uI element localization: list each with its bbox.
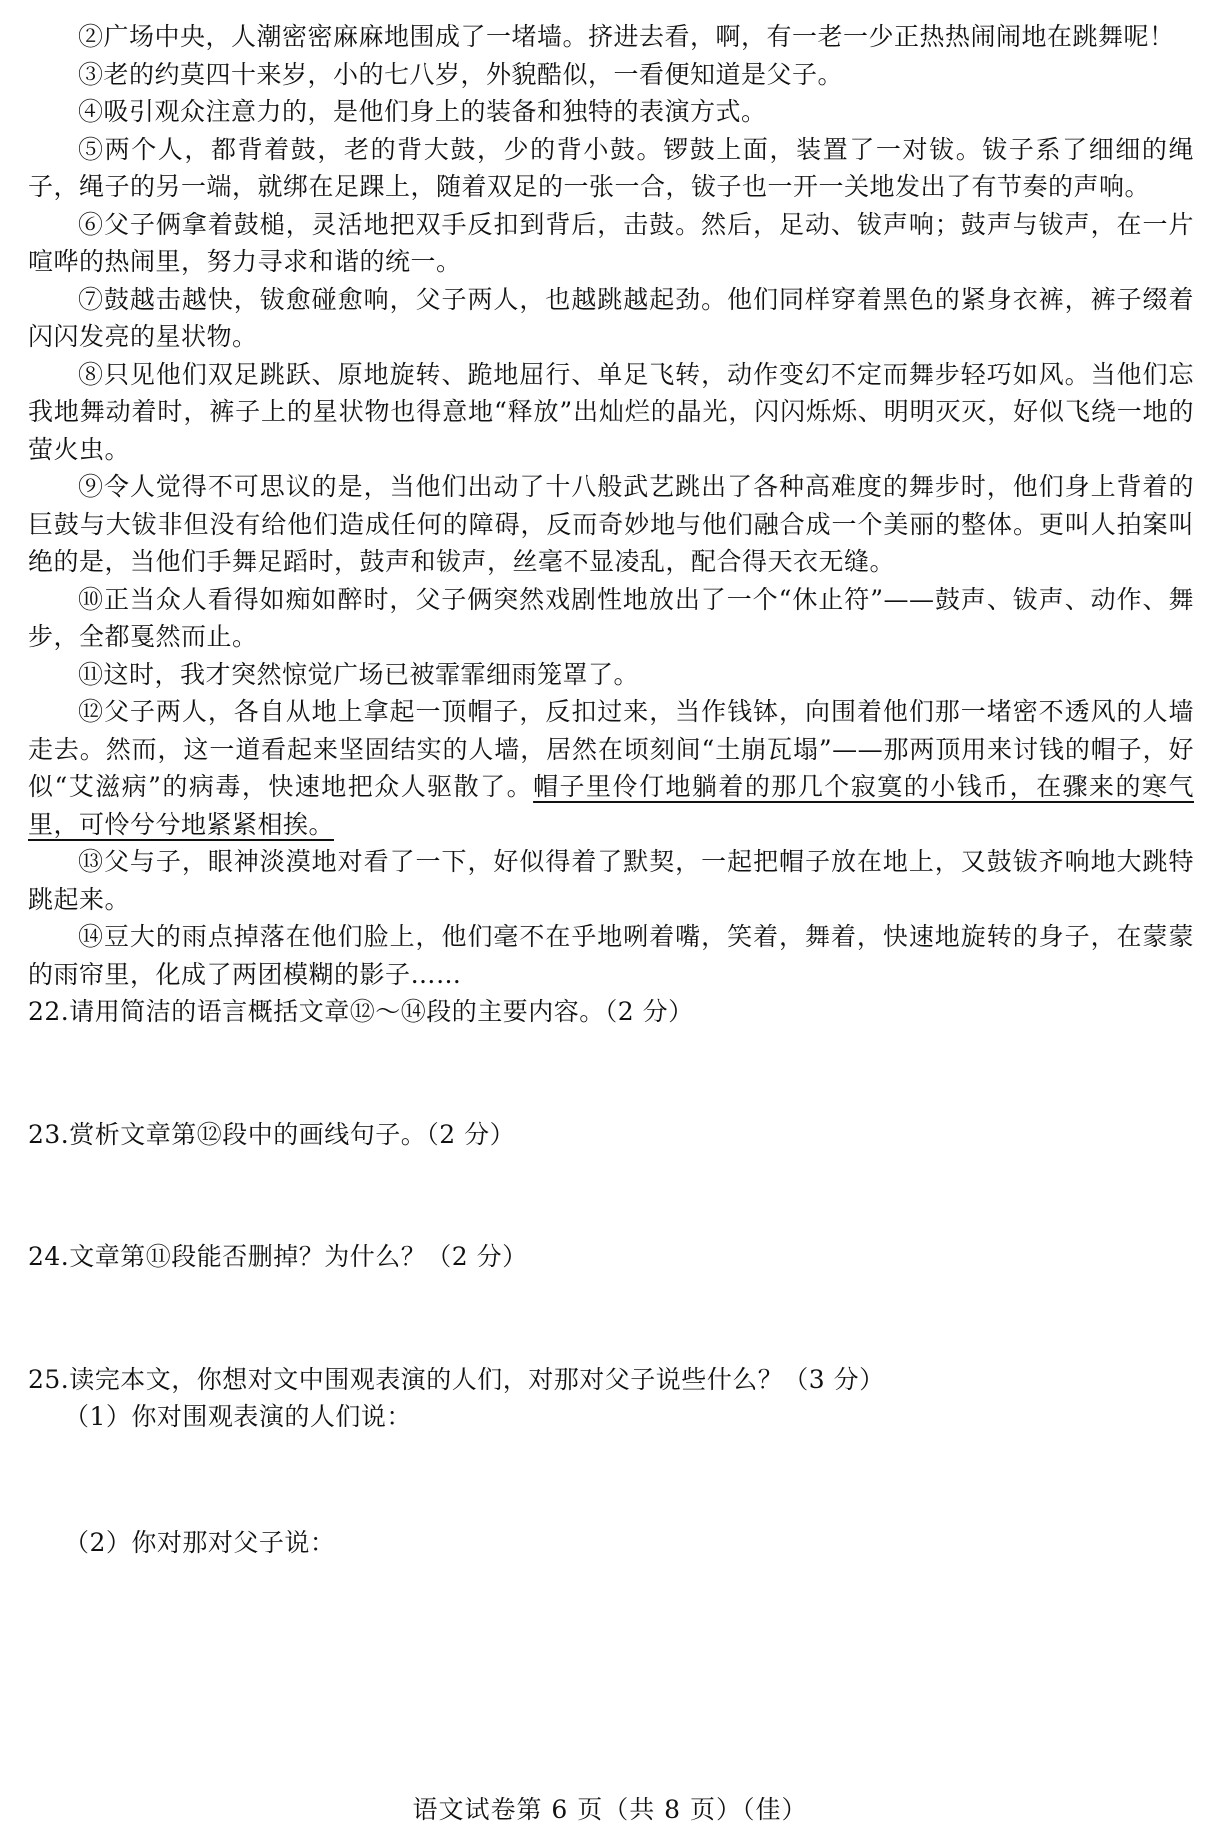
question-25-part-1: （1）你对围观表演的人们说： <box>64 1402 412 1431</box>
paragraph-11: ⑪这时，我才突然惊觉广场已被霏霏细雨笼罩了。 <box>78 659 640 689</box>
paragraph-14: ⑭豆大的雨点掉落在他们脸上，他们毫不在乎地咧着嘴，笑着，舞着，快速地旋转的身子，在蒙蒙的雨帘里，化成了两团模糊的影子…… <box>28 922 1194 989</box>
answer-space-24 <box>28 1276 1194 1361</box>
paragraph-6: ⑥父子俩拿着鼓槌，灵活地把双手反扣到背后，击鼓。然后，足动、钹声响；鼓声与钹声，在一片喧哗的热闹里，努力寻求和谐的统一。 <box>28 209 1194 276</box>
exam-page <box>28 18 1194 1561</box>
paragraph-5: ⑤两个人，都背着鼓，老的背大鼓，少的背小鼓。锣鼓上面，装置了一对钹。钹子系了细细的绳子，绳子的另一端，就绑在足踝上，随着双足的一张一合，钹子也一开一关地发出了有节奏的声响。 <box>28 134 1194 201</box>
page-footer: 语文试卷第 6 页（共 8 页）（佳） <box>412 1795 808 1824</box>
paragraph-10: ⑩正当众人看得如痴如醉时，父子俩突然戏剧性地放出了一个“休止符”——鼓声、钹声、动作、舞步，全都戛然而止。 <box>28 584 1194 651</box>
paragraph-9: ⑨令人觉得不可思议的是，当他们出动了十八般武艺跳出了各种高难度的舞步时，他们身上背着的巨鼓与大钹非但没有给他们造成任何的障碍，反而奇妙地与他们融合成一个美丽的整体。更叫人拍案叫绝的是，当他们手舞足蹈时，鼓声和钹声，丝毫不显凌乱，配合得天衣无缝。 <box>28 472 1194 576</box>
paragraph-4: ④吸引观众注意力的，是他们身上的装备和独特的表演方式。 <box>78 97 767 126</box>
question-24: 24.文章第⑪段能否删掉？为什么？（2 分） <box>28 1242 528 1271</box>
paragraph-8: ⑧只见他们双足跳跃、原地旋转、跪地屈行、单足飞转，动作变幻不定而舞步轻巧如风。当他们忘我地舞动着时，裤子上的星状物也得意地“释放”出灿烂的晶光，闪闪烁烁、明明灭灭，好似飞绕一地的萤火虫。 <box>28 359 1194 464</box>
paragraph-3: ③老的约莫四十来岁，小的七八岁，外貌酷似，一看便知道是父子。 <box>78 59 844 89</box>
paragraph-12-text: ⑫父子两人，各自从地上拿起一顶帽子，反扣过来，当作钱钵，向围着他们那一堵密不透风的人墙走去。然而，这一道看起来坚固结实的人墙，居然在顷刻间“土崩瓦塌”——那两顶用来讨钱的帽子，好似“艾滋病”的病毒，快速地把众人驱散了。 <box>28 697 1194 801</box>
question-22: 22.请用简洁的语言概括文章⑫～⑭段的主要内容。（2 分） <box>28 997 694 1026</box>
paragraph-12 <box>28 693 1194 843</box>
question-25-part-2: （2）你对那对父子说： <box>64 1527 336 1557</box>
question-25: 25.读完本文，你想对文中围观表演的人们，对那对父子说些什么？（3 分） <box>28 1364 885 1394</box>
paragraph-7: ⑦鼓越击越快，钹愈碰愈响，父子两人，也越跳越起劲。他们同样穿着黑色的紧身衣裤，裤子缀着闪闪发亮的星状物。 <box>28 284 1194 351</box>
underlined-sentence: 帽子里伶仃地躺着的那几个寂寞的小钱币，在骤来的寒气里，可怜兮兮地紧紧相挨。 <box>28 772 1194 839</box>
question-23: 23.赏析文章第⑫段中的画线句子。（2 分） <box>28 1119 516 1149</box>
paragraph-2: ②广场中央，人潮密密麻麻地围成了一堵墙。挤进去看，啊，有一老一少正热热闹闹地在跳舞呢！ <box>78 22 1175 51</box>
answer-space-22 <box>28 1031 1194 1116</box>
paragraph-13: ⑬父与子，眼神淡漠地对看了一下，好似得着了默契，一起把帽子放在地上，又鼓钹齐响地大跳特跳起来。 <box>28 847 1194 914</box>
answer-space-23 <box>28 1153 1194 1238</box>
answer-space-25-1 <box>28 1436 1194 1524</box>
